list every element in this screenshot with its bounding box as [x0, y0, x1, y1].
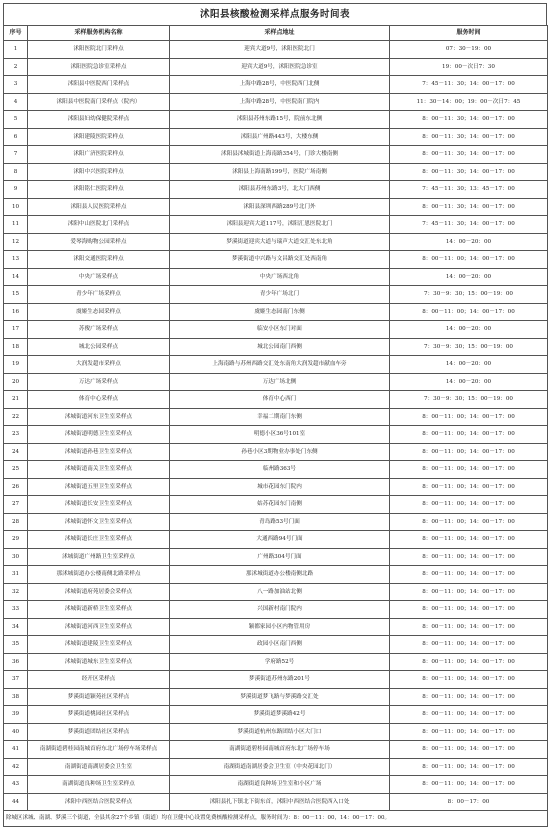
- cell-service-time: 7：45－11：30；13：45－17：00: [390, 181, 548, 199]
- document-title: 沭阳县核酸检测采样点服务时间表: [3, 3, 547, 25]
- cell-address: 临安小区东门对面: [170, 321, 390, 339]
- table-row: [4, 373, 548, 391]
- table-row: [4, 706, 548, 724]
- cell-service-time: 7：45－11：30；14：00－17：00: [390, 216, 548, 234]
- cell-index: 12: [4, 233, 28, 251]
- table-row: [4, 391, 548, 409]
- cell-address: 梦溪街道苏州东路201号: [170, 671, 390, 689]
- cell-address: 学府路52号: [170, 653, 390, 671]
- cell-service-time: 8：00－11：00；14：00－17：00: [390, 688, 548, 706]
- cell-service-time: 8：00－11：00；14：00－17：00: [390, 601, 548, 619]
- cell-institution: 沭城街道府苑居委会采样点: [28, 583, 170, 601]
- cell-service-time: 07：30－19：00: [390, 41, 548, 59]
- header-institution: 采样服务机构名称: [28, 26, 170, 41]
- cell-service-time: 8：00－11：00；14：00－17：00: [390, 723, 548, 741]
- cell-index: 13: [4, 251, 28, 269]
- table-body: [4, 41, 548, 811]
- cell-service-time: 8：00－11：00；14：00－17：00: [390, 636, 548, 654]
- table-row: [4, 58, 548, 76]
- cell-service-time: 8：00－11：30；14：00－17：00: [390, 128, 548, 146]
- cell-index: 22: [4, 408, 28, 426]
- cell-service-time: 14：00－20：00: [390, 356, 548, 374]
- cell-institution: 沭城街道建陵卫生室采样点: [28, 636, 170, 654]
- cell-address: 虞姬生态园南门东侧: [170, 303, 390, 321]
- table-row: [4, 111, 548, 129]
- table-row: [4, 723, 548, 741]
- table-row: [4, 76, 548, 94]
- footnote: 除城区沭城、南湖、梦溪三个街道，全县其余27个乡镇（街道）均在卫健中心设置免费核酸检测采样点，服务时间为：8：00－11：00，14：00－17：00。: [4, 811, 548, 827]
- cell-index: 44: [4, 793, 28, 811]
- cell-index: 27: [4, 496, 28, 514]
- table-row: [4, 793, 548, 811]
- cell-service-time: 14：00－20：00: [390, 321, 548, 339]
- table-row: [4, 461, 548, 479]
- cell-index: 36: [4, 653, 28, 671]
- cell-service-time: 8：00－11：00；14：00－17：00: [390, 583, 548, 601]
- cell-address: 沭阳县迎宾大道117号，沭阳汇恩医院北门: [170, 216, 390, 234]
- cell-service-time: 8：00－11：00；14：00－17：00: [390, 758, 548, 776]
- cell-address: 那沭城街道办公楼南侧北路: [170, 566, 390, 584]
- cell-institution: 体育中心采样点: [28, 391, 170, 409]
- cell-institution: 沭阳中西医结合医院采样点: [28, 793, 170, 811]
- cell-institution: 沭城街道城东卫生室采样点: [28, 653, 170, 671]
- cell-index: 33: [4, 601, 28, 619]
- cell-address: 体育中心西门: [170, 391, 390, 409]
- cell-institution: 梦溪街道桃园社区采样点: [28, 706, 170, 724]
- cell-service-time: 8：00－11：00；14：00－17：00: [390, 303, 548, 321]
- table-header-row: [4, 26, 548, 41]
- cell-institution: 沭城街道明德卫生室采样点: [28, 426, 170, 444]
- header-address: 采样点地址: [170, 26, 390, 41]
- cell-service-time: 14：00－20：00: [390, 373, 548, 391]
- header-service-time: 服务时间: [390, 26, 548, 41]
- cell-institution: 苏俊广场采样点: [28, 321, 170, 339]
- cell-index: 17: [4, 321, 28, 339]
- cell-index: 14: [4, 268, 28, 286]
- cell-index: 25: [4, 461, 28, 479]
- cell-address: 迎宾大道9号，沭阳医院北门: [170, 41, 390, 59]
- cell-index: 3: [4, 76, 28, 94]
- cell-address: 大通西路94号门面: [170, 531, 390, 549]
- cell-address: 南湖街道南湖居委会卫生室（中央花园北门）: [170, 758, 390, 776]
- table-row: [4, 321, 548, 339]
- cell-institution: 沭阳县妇幼保健院采样点: [28, 111, 170, 129]
- cell-service-time: 8：00－11：00；14：00－17：00: [390, 741, 548, 759]
- cell-address: 上海中路28号，中医院西门北侧: [170, 76, 390, 94]
- cell-address: 青少年广场北门: [170, 286, 390, 304]
- table-row: [4, 356, 548, 374]
- cell-address: 南湖街道良种场卫生室和小区广场: [170, 776, 390, 794]
- cell-index: 41: [4, 741, 28, 759]
- table-note-row: [4, 811, 548, 827]
- cell-institution: 沭城街道河西卫生室采样点: [28, 618, 170, 636]
- cell-service-time: 7：45－11：30；14：00－17：00: [390, 76, 548, 94]
- cell-service-time: 8：00－11：00；14：00－17：00: [390, 251, 548, 269]
- cell-address: 幸福二期南门东侧: [170, 408, 390, 426]
- header-index: 序号: [4, 26, 28, 41]
- cell-institution: 南湖街道南湖居委会卫生室: [28, 758, 170, 776]
- cell-institution: 沭城街道怀文卫生室采样点: [28, 513, 170, 531]
- cell-address: 颖都家园小区内物管用房: [170, 618, 390, 636]
- cell-institution: 沭城街道长庄卫生室采样点: [28, 531, 170, 549]
- cell-address: 沭阳县苏州东路3号，北大门西侧: [170, 181, 390, 199]
- table-row: [4, 251, 548, 269]
- cell-institution: 沭城街道长安卫生室采样点: [28, 496, 170, 514]
- table-row: [4, 93, 548, 111]
- cell-address: 兴国新村南门院内: [170, 601, 390, 619]
- table-row: [4, 443, 548, 461]
- cell-institution: 爱琴海购物公园采样点: [28, 233, 170, 251]
- cell-index: 7: [4, 146, 28, 164]
- cell-service-time: 8：00－11：00；14：00－17：00: [390, 461, 548, 479]
- cell-index: 23: [4, 426, 28, 444]
- table-row: [4, 548, 548, 566]
- cell-index: 38: [4, 688, 28, 706]
- table-row: [4, 583, 548, 601]
- cell-index: 5: [4, 111, 28, 129]
- cell-index: 43: [4, 776, 28, 794]
- cell-index: 21: [4, 391, 28, 409]
- cell-institution: 沭阳县人民医院采样点: [28, 198, 170, 216]
- cell-address: 明德小区36号101室: [170, 426, 390, 444]
- table-row: [4, 688, 548, 706]
- cell-institution: 城北公园采样点: [28, 338, 170, 356]
- cell-service-time: 7：30－9：30；15：00－19：00: [390, 286, 548, 304]
- cell-index: 42: [4, 758, 28, 776]
- cell-institution: 沭阳县中医院南门采样点（院内）: [28, 93, 170, 111]
- table-row: [4, 566, 548, 584]
- cell-service-time: 8：00－11：00；14：00－17：00: [390, 426, 548, 444]
- table-row: [4, 163, 548, 181]
- cell-service-time: 8：00－11：00；14：00－17：00: [390, 408, 548, 426]
- cell-index: 19: [4, 356, 28, 374]
- table-row: [4, 636, 548, 654]
- cell-index: 8: [4, 163, 28, 181]
- cell-institution: 沭阳医院急诊室采样点: [28, 58, 170, 76]
- cell-service-time: 14：00－20：00: [390, 233, 548, 251]
- table-row: [4, 268, 548, 286]
- cell-institution: 梦溪街道团结社区采样点: [28, 723, 170, 741]
- table-row: [4, 478, 548, 496]
- cell-institution: 沭阳中山医院北门采样点: [28, 216, 170, 234]
- cell-address: 梦溪街道梦溪路42号: [170, 706, 390, 724]
- cell-address: 中央广场西北角: [170, 268, 390, 286]
- cell-address: 南湖街道碧桂园南城首府东北广场停车场: [170, 741, 390, 759]
- cell-institution: 经开区采样点: [28, 671, 170, 689]
- cell-service-time: 8：00－11：00；14：00－17：00: [390, 513, 548, 531]
- table-row: [4, 41, 548, 59]
- cell-address: 梦溪街道中兴路与文昌路交汇处西南角: [170, 251, 390, 269]
- cell-index: 39: [4, 706, 28, 724]
- cell-index: 11: [4, 216, 28, 234]
- table-row: [4, 198, 548, 216]
- cell-institution: 虞姬生态园采样点: [28, 303, 170, 321]
- table-row: [4, 426, 548, 444]
- table-row: [4, 496, 548, 514]
- table-row: [4, 776, 548, 794]
- cell-index: 6: [4, 128, 28, 146]
- cell-index: 15: [4, 286, 28, 304]
- table-row: [4, 513, 548, 531]
- cell-address: 万达广场北侧: [170, 373, 390, 391]
- cell-institution: 沭阳广济医院采样点: [28, 146, 170, 164]
- cell-institution: 沭城街道河东卫生室采样点: [28, 408, 170, 426]
- cell-service-time: 8：00－11：00；14：00－17：00: [390, 671, 548, 689]
- cell-service-time: 8：00－11：30；14：00－17：00: [390, 146, 548, 164]
- cell-service-time: 7：30－9：30；15：00－19：00: [390, 391, 548, 409]
- cell-address: 姑苏花园东门南侧: [170, 496, 390, 514]
- cell-institution: 沭阳中兴医院采样点: [28, 163, 170, 181]
- cell-institution: 沭阳建陵医院采样点: [28, 128, 170, 146]
- cell-institution: 沭阳铭仁医院采样点: [28, 181, 170, 199]
- cell-address: 沭阳县沭城街道上海南路354号，门诊大楼南侧: [170, 146, 390, 164]
- table-row: [4, 618, 548, 636]
- cell-index: 16: [4, 303, 28, 321]
- cell-service-time: 8：00－11：00；14：00－17：00: [390, 618, 548, 636]
- cell-service-time: 8：00－17：00: [390, 793, 548, 811]
- table-row: [4, 531, 548, 549]
- cell-address: 广州路304号门面: [170, 548, 390, 566]
- cell-institution: 那沭城街道办公楼南侧北路采样点: [28, 566, 170, 584]
- cell-address: 政园小区南门西侧: [170, 636, 390, 654]
- cell-service-time: 14：00－20：00: [390, 268, 548, 286]
- cell-institution: 沭城街道南关卫生室采样点: [28, 461, 170, 479]
- cell-index: 28: [4, 513, 28, 531]
- cell-address: 沭阳县广州路443号，大楼东侧: [170, 128, 390, 146]
- cell-address: 沭阳县上海南路199号，医院广场南侧: [170, 163, 390, 181]
- table-row: [4, 303, 548, 321]
- table-row: [4, 741, 548, 759]
- table-row: [4, 758, 548, 776]
- cell-index: 4: [4, 93, 28, 111]
- cell-address: 上海中路28号，中医院南门院内: [170, 93, 390, 111]
- cell-institution: 梦溪街道颖苑社区采样点: [28, 688, 170, 706]
- cell-institution: 沭阳县中医院西门采样点: [28, 76, 170, 94]
- cell-address: 上海南路与苏州西路交汇处东南角大润发超市献血车旁: [170, 356, 390, 374]
- cell-index: 30: [4, 548, 28, 566]
- table-row: [4, 216, 548, 234]
- cell-index: 40: [4, 723, 28, 741]
- cell-institution: 沭城街道新桥卫生室采样点: [28, 601, 170, 619]
- cell-institution: 青少年广场采样点: [28, 286, 170, 304]
- cell-service-time: 8：00－11：00；14：00－17：00: [390, 566, 548, 584]
- cell-institution: 沭城街道孙巷卫生室采样点: [28, 443, 170, 461]
- cell-address: 沭阳县苏州东路15号，院前东北侧: [170, 111, 390, 129]
- cell-index: 29: [4, 531, 28, 549]
- cell-service-time: 8：00－11：00；14：00－17：00: [390, 706, 548, 724]
- cell-index: 34: [4, 618, 28, 636]
- cell-institution: 沭城街道五里卫生室采样点: [28, 478, 170, 496]
- cell-service-time: 19：00－次日7：30: [390, 58, 548, 76]
- cell-service-time: 7：30－9：30；15：00－19：00: [390, 338, 548, 356]
- cell-address: 临州路363号: [170, 461, 390, 479]
- cell-institution: 大润发超市采样点: [28, 356, 170, 374]
- cell-service-time: 8：00－11：00；14：00－17：00: [390, 776, 548, 794]
- cell-index: 20: [4, 373, 28, 391]
- table-row: [4, 146, 548, 164]
- cell-institution: 沭城街道广州路卫生室采样点: [28, 548, 170, 566]
- cell-address: 青岛路53号门面: [170, 513, 390, 531]
- cell-address: 孙巷小区3期物业办事处门东侧: [170, 443, 390, 461]
- table-row: [4, 286, 548, 304]
- cell-address: 沭阳县扎下镇北下街东首，沭阳中西医结合医院西入口处: [170, 793, 390, 811]
- cell-service-time: 8：00－11：30；14：00－17：00: [390, 198, 548, 216]
- cell-service-time: 8：00－11：00；14：00－17：00: [390, 531, 548, 549]
- table-row: [4, 653, 548, 671]
- cell-institution: 沭阳交通医院采样点: [28, 251, 170, 269]
- cell-service-time: 8：00－11：00；14：00－17：00: [390, 653, 548, 671]
- table-row: [4, 601, 548, 619]
- table-row: [4, 128, 548, 146]
- cell-service-time: 8：00－11：00；14：00－17：00: [390, 478, 548, 496]
- cell-index: 18: [4, 338, 28, 356]
- cell-address: 梦溪街道梦飞路与梦溪路交汇处: [170, 688, 390, 706]
- cell-index: 37: [4, 671, 28, 689]
- schedule-document: [3, 3, 547, 827]
- sampling-sites-table: [3, 25, 548, 827]
- table-row: [4, 671, 548, 689]
- cell-index: 32: [4, 583, 28, 601]
- table-row: [4, 233, 548, 251]
- cell-index: 26: [4, 478, 28, 496]
- cell-service-time: 8：00－11：30；14：00－17：00: [390, 163, 548, 181]
- cell-index: 35: [4, 636, 28, 654]
- cell-address: 八一路加油站北侧: [170, 583, 390, 601]
- cell-service-time: 8：00－11：30；14：00－17：00: [390, 111, 548, 129]
- cell-index: 1: [4, 41, 28, 59]
- cell-index: 9: [4, 181, 28, 199]
- cell-institution: 南湖街道良种场卫生室采样点: [28, 776, 170, 794]
- cell-institution: 沭阳医院北门采样点: [28, 41, 170, 59]
- cell-index: 24: [4, 443, 28, 461]
- cell-service-time: 11：30－14：00；19：00－次日7：45: [390, 93, 548, 111]
- cell-address: 梦溪街道迎宾大道与瑞声大道交汇处东北角: [170, 233, 390, 251]
- cell-index: 2: [4, 58, 28, 76]
- cell-address: 梦溪街道杭州东路团结小区大门口: [170, 723, 390, 741]
- cell-service-time: 8：00－11：00；14：00－17：00: [390, 496, 548, 514]
- cell-institution: 中央广场采样点: [28, 268, 170, 286]
- cell-institution: 万达广场采样点: [28, 373, 170, 391]
- cell-service-time: 8：00－11：00；14：00－17：00: [390, 443, 548, 461]
- cell-address: 城市花园东门院内: [170, 478, 390, 496]
- table-row: [4, 181, 548, 199]
- table-row: [4, 408, 548, 426]
- cell-index: 10: [4, 198, 28, 216]
- table-row: [4, 338, 548, 356]
- cell-service-time: 8：00－11：00；14：00－17：00: [390, 548, 548, 566]
- cell-index: 31: [4, 566, 28, 584]
- cell-address: 沭阳县深圳西路289号北门外: [170, 198, 390, 216]
- cell-address: 城北公园南门西侧: [170, 338, 390, 356]
- cell-address: 迎宾大道9号，沭阳医院急诊室: [170, 58, 390, 76]
- cell-institution: 南湖街道碧桂园南城首府东北广场停车场采样点: [28, 741, 170, 759]
